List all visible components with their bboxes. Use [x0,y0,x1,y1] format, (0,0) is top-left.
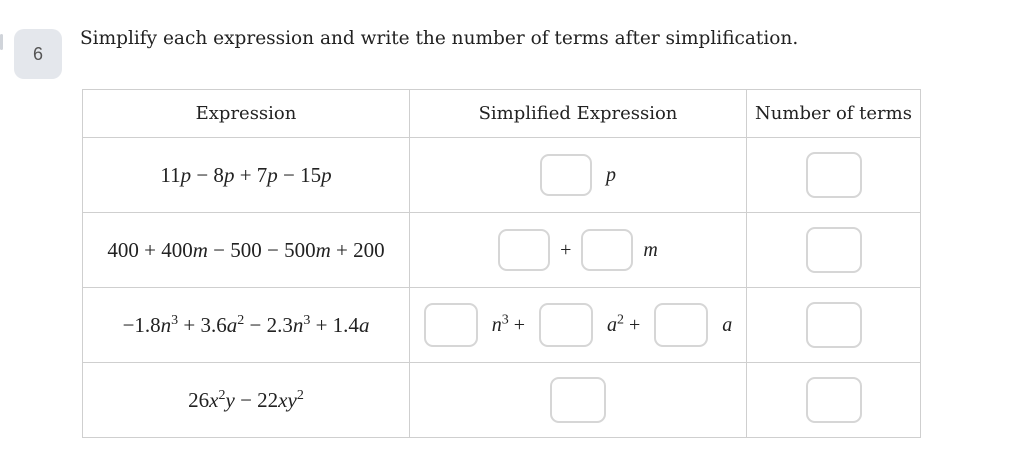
simplified-cell [410,288,747,363]
expression-table [82,89,921,438]
expression-text: $-1.8n^3 + 3.6a^2 - 2.3n^3 + 1.4a$ [122,312,370,337]
expression-text: 400 + 400m − 500 − 500m + 200 [107,237,385,262]
answer-input-coefficient-p[interactable] [540,154,592,196]
left-edge-marker [0,34,3,50]
table-header-row [83,90,921,138]
expression-text: 11p − 8p + 7p − 15p [160,162,332,187]
table-row [83,363,921,438]
a-squared-plus-label: $a^2$ + [607,311,641,336]
header-simplified-expression: Simplified Expression [410,90,747,138]
answer-input-constant[interactable] [498,229,550,271]
number-of-terms-input[interactable] [806,152,862,198]
number-of-terms-input[interactable] [806,377,862,423]
answer-input-coefficient-a2[interactable] [539,303,593,347]
terms-cell [747,363,921,438]
header-number-of-terms: Number of terms [747,90,921,138]
question-number-badge: 6 [14,29,62,79]
terms-cell [747,138,921,213]
answer-input-coefficient-m[interactable] [581,229,633,271]
terms-cell [747,288,921,363]
table-row [83,138,921,213]
simplified-cell [410,363,747,438]
expression-text: $26x^2y - 22xy^2$ [188,387,304,412]
variable-p-label: p [606,163,616,186]
expression-cell [83,288,410,363]
table-row [83,288,921,363]
header-expression: Expression [83,90,410,138]
table-row [83,213,921,288]
expression-cell [83,363,410,438]
answer-input-simplified[interactable] [550,377,606,423]
terms-cell [747,213,921,288]
answer-input-coefficient-a[interactable] [654,303,708,347]
simplified-cell [410,138,747,213]
number-of-terms-input[interactable] [806,302,862,348]
question-prompt: Simplify each expression and write the number of terms after simplification. [80,28,799,49]
variable-m-label: m [643,238,658,261]
variable-a-label: a [722,313,733,336]
expression-cell [83,138,410,213]
expression-cell [83,213,410,288]
n-cubed-plus-label: $n^3$ + [491,311,525,336]
simplified-cell [410,213,747,288]
plus-sign: + [560,238,572,261]
number-of-terms-input[interactable] [806,227,862,273]
answer-input-coefficient-n3[interactable] [424,303,478,347]
